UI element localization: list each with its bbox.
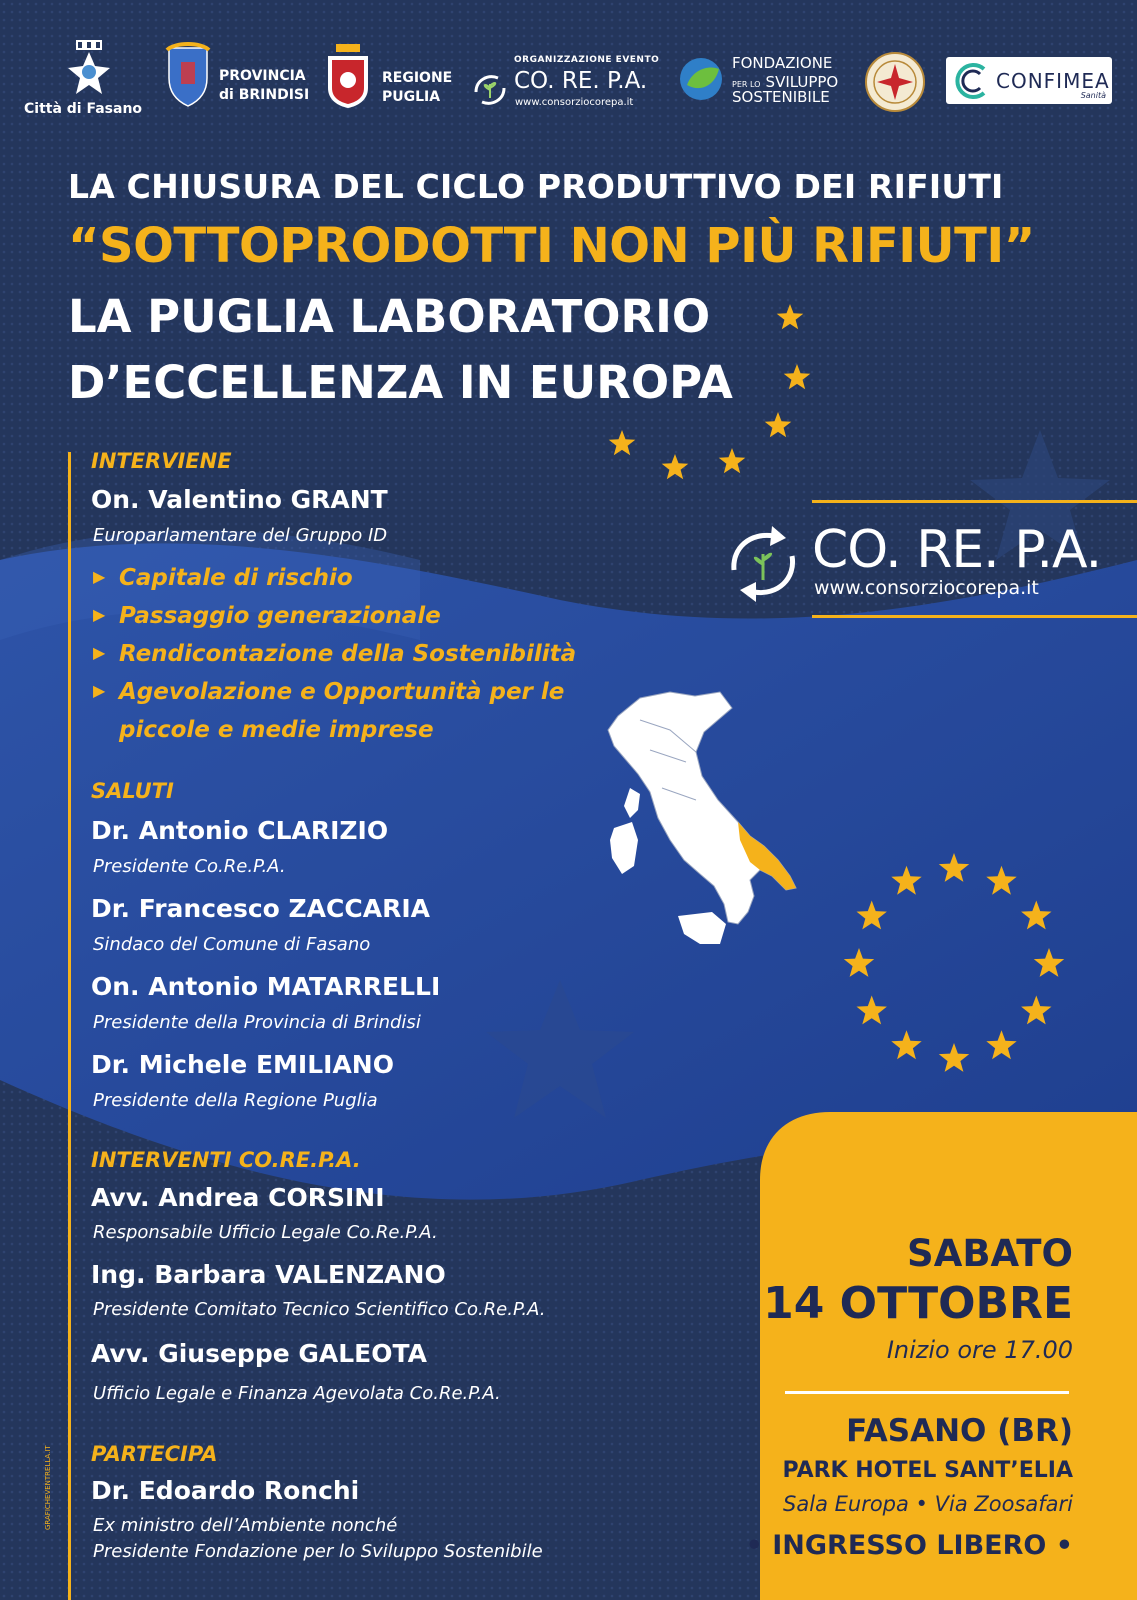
speaker-role: Ufficio Legale e Finanza Agevolata Co.Re.P.A. — [93, 1383, 501, 1404]
topic-item — [93, 679, 564, 705]
speaker-name: On. Antonio MATARRELLI — [91, 972, 441, 1001]
eu-star-icon — [891, 1030, 921, 1059]
event-divider — [785, 1391, 1069, 1394]
eu-star-icon — [844, 948, 874, 977]
italy-map-icon — [600, 690, 820, 980]
topic-item-continued: piccole e medie imprese — [119, 717, 434, 743]
event-date: 14 OTTOBRE — [763, 1278, 1073, 1329]
event-venue: PARK HOTEL SANT’ELIA — [782, 1458, 1073, 1483]
organizer-label: ORGANIZZAZIONE EVENTO — [514, 55, 660, 65]
program-vertical-rule — [68, 452, 71, 1600]
logo-caption-2: di BRINDISI — [219, 87, 310, 103]
topic-item — [93, 641, 576, 667]
eu-star-icon — [857, 996, 887, 1025]
fondazione-line-1: FONDAZIONE — [732, 54, 833, 72]
topic-label: Capitale di rischio — [119, 565, 353, 591]
speaker-role: Presidente della Provincia di Brindisi — [93, 1012, 421, 1033]
eu-star-icon — [857, 901, 887, 930]
section-interventi: INTERVENTI CO.RE.P.A. — [91, 1148, 361, 1172]
arrow-right-icon: ▶ — [93, 567, 106, 586]
eu-star-icon — [1021, 901, 1051, 930]
speaker-name: Dr. Antonio CLARIZIO — [91, 816, 389, 845]
event-time: Inizio ore 17.00 — [886, 1336, 1073, 1364]
speaker-name: Dr. Michele EMILIANO — [91, 1050, 394, 1079]
corepa-recycle-icon — [720, 520, 806, 606]
fondazione-perlo: PER LO — [732, 80, 761, 89]
eu-star-icon — [891, 866, 921, 895]
event-city: FASANO (BR) — [846, 1413, 1073, 1449]
topic-label: Rendicontazione della Sostenibilità — [119, 641, 577, 667]
eu-star-icon — [662, 454, 689, 479]
section-saluti: SALUTI — [91, 779, 174, 803]
event-day: SABATO — [907, 1232, 1073, 1275]
event-room: Sala Europa • Via Zoosafari — [783, 1492, 1073, 1516]
eu-star-icon — [719, 448, 746, 473]
speaker-role: Responsabile Ufficio Legale Co.Re.P.A. — [93, 1222, 438, 1243]
speaker-role: Sindaco del Comune di Fasano — [93, 934, 371, 955]
eu-star-icon — [777, 304, 804, 329]
corepa-rule-bottom — [812, 615, 1137, 618]
arrow-right-icon: ▶ — [93, 681, 106, 700]
speaker-role: Europarlamentare del Gruppo ID — [93, 525, 388, 546]
topic-item — [93, 603, 441, 629]
speaker-name: Ing. Barbara VALENZANO — [91, 1260, 446, 1289]
topic-item — [93, 565, 353, 591]
speaker-role: Presidente Fondazione per lo Sviluppo Sostenibile — [93, 1541, 543, 1562]
title-line-1: LA CHIUSURA DEL CICLO PRODUTTIVO DEI RIFIUTI — [68, 167, 1004, 206]
speaker-role: Presidente Co.Re.P.A. — [93, 856, 286, 877]
corepa-header-name: CO. RE. P.A. — [514, 68, 648, 94]
logo-caption-2: PUGLIA — [382, 89, 441, 105]
corepa-logo-name: CO. RE. P.A. — [812, 520, 1102, 580]
eu-star-icon — [765, 412, 792, 437]
eu-star-icon — [1021, 996, 1051, 1025]
eu-star-icon — [986, 866, 1016, 895]
event-entry: • INGRESSO LIBERO • — [745, 1530, 1073, 1561]
speaker-name: Dr. Edoardo Ronchi — [91, 1476, 360, 1505]
speaker-role: Presidente della Regione Puglia — [93, 1090, 378, 1111]
speaker-name: Avv. Andrea CORSINI — [91, 1183, 385, 1212]
speaker-role: Ex ministro dell’Ambiente nonché — [93, 1515, 398, 1536]
speaker-role: Presidente Comitato Tecnico Scientifico Co.Re.P.A. — [93, 1299, 546, 1320]
eu-star-icon — [609, 430, 636, 455]
confimea-sub: Sanità — [1080, 91, 1106, 100]
fondazione-line-3: SOSTENIBILE — [732, 88, 830, 106]
arrow-right-icon: ▶ — [93, 643, 106, 662]
arrow-right-icon: ▶ — [93, 605, 106, 624]
section-partecipa: PARTECIPA — [91, 1442, 218, 1466]
speaker-name: On. Valentino GRANT — [91, 485, 388, 514]
topic-label: Agevolazione e Opportunità per le — [119, 679, 565, 705]
speaker-name: Dr. Francesco ZACCARIA — [91, 894, 430, 923]
eu-star-icon — [939, 1043, 969, 1072]
designer-credit: GRAFICHEVENTRELLA.IT — [44, 1445, 52, 1530]
topic-label: Passaggio generazionale — [119, 603, 441, 629]
title-line-2: “SOTTOPRODOTTI NON PIÙ RIFIUTI” — [68, 218, 1035, 274]
eu-star-icon — [1034, 948, 1064, 977]
title-line-4: D’ECCELLENZA IN EUROPA — [68, 356, 733, 409]
eu-star-icon — [986, 1030, 1016, 1059]
speaker-name: Avv. Giuseppe GALEOTA — [91, 1339, 427, 1368]
logo-caption-1: REGIONE — [382, 70, 453, 86]
logo-caption: Città di Fasano — [24, 101, 143, 117]
confimea-name: CONFIMEA — [996, 68, 1110, 93]
logo-caption-1: PROVINCIA — [219, 68, 306, 84]
eu-star-icon — [939, 853, 969, 882]
fondazione-sviluppo: SVILUPPO — [765, 73, 839, 91]
corepa-header-url: www.consorziocorepa.it — [515, 97, 634, 108]
section-interviene: INTERVIENE — [91, 449, 232, 473]
eu-star-icon — [784, 364, 811, 389]
corepa-rule-top — [812, 500, 1137, 503]
corepa-logo-url: www.consorziocorepa.it — [814, 577, 1039, 599]
title-line-3: LA PUGLIA LABORATORIO — [68, 290, 711, 343]
